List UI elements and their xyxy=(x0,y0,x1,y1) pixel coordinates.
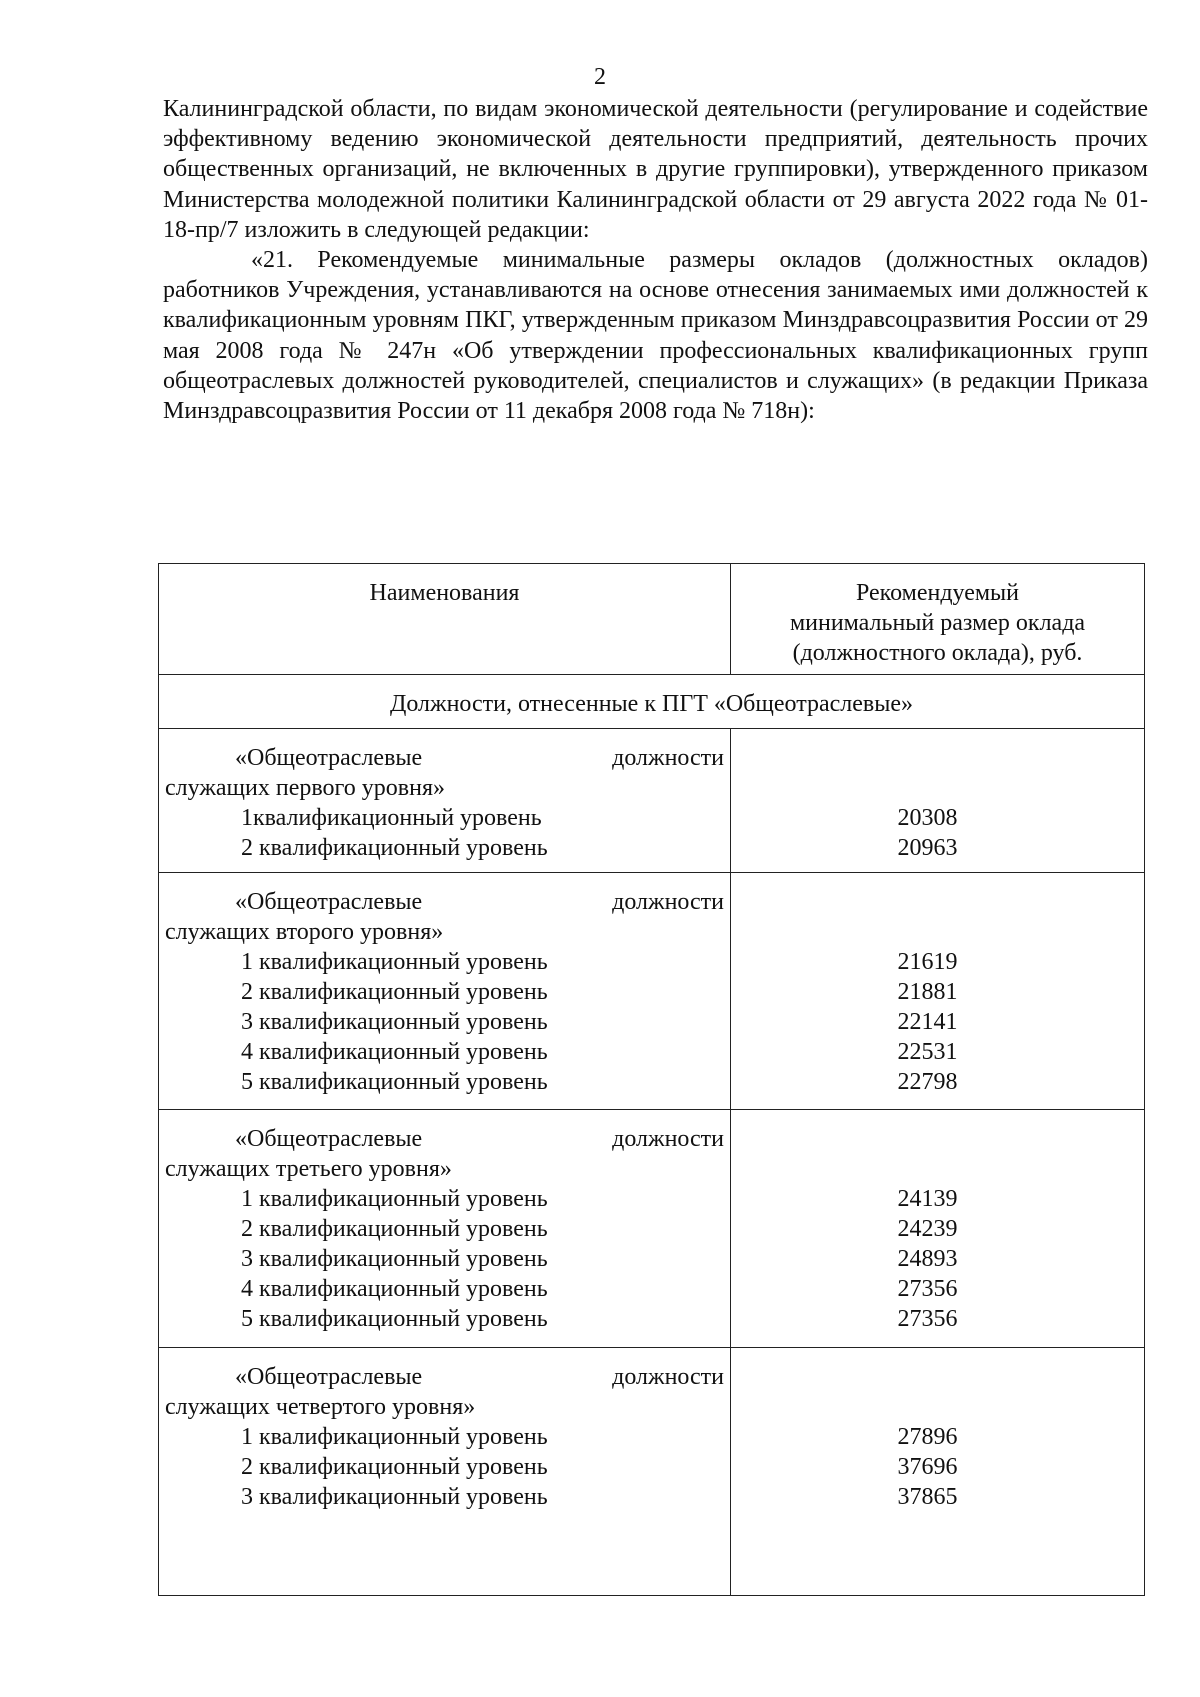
group-name-cell xyxy=(159,872,731,1110)
group-name-cell xyxy=(159,728,731,872)
group-row xyxy=(159,728,1145,872)
level-value: 24893 xyxy=(897,1246,958,1273)
header-name-text: Наименования xyxy=(369,580,520,606)
group-row xyxy=(159,872,1145,1110)
group-title-word: «Общеотраслевые xyxy=(235,1126,423,1153)
level-value: 20963 xyxy=(897,834,958,861)
level-label: 5 квалификационный уровень xyxy=(241,1068,548,1095)
group-title-word: «Общеотраслевые xyxy=(235,1364,423,1390)
level-label: 3 квалификационный уровень xyxy=(241,1246,548,1273)
level-value: 21619 xyxy=(897,948,958,975)
group-title-line2: служащих первого уровня» xyxy=(165,774,445,801)
document-body xyxy=(163,94,1148,426)
header-value-line: минимальный размер оклада xyxy=(789,610,1086,636)
group-name-cell xyxy=(159,1110,731,1348)
level-value: 37865 xyxy=(897,1484,958,1510)
level-label: 4 квалификационный уровень xyxy=(241,1276,548,1303)
level-value: 20308 xyxy=(897,804,958,831)
level-label: 1 квалификационный уровень xyxy=(241,1424,548,1450)
level-value: 27356 xyxy=(897,1306,958,1333)
level-value: 22531 xyxy=(897,1038,958,1065)
level-label: 2 квалификационный уровень xyxy=(241,978,548,1005)
level-value: 27356 xyxy=(897,1276,958,1303)
group-title-word: должности xyxy=(612,1364,724,1390)
group-name-cell xyxy=(159,1348,731,1596)
level-label: 1квалификационный уровень xyxy=(241,804,542,831)
group-title-line2: служащих четвертого уровня» xyxy=(165,1394,476,1420)
group-title-word: «Общеотраслевые xyxy=(235,888,423,915)
group-values-cell xyxy=(731,728,1145,872)
group-row xyxy=(159,1348,1145,1596)
level-value: 22141 xyxy=(897,1008,958,1035)
group-row xyxy=(159,1110,1145,1348)
level-value: 22798 xyxy=(897,1068,958,1095)
level-label: 1 квалификационный уровень xyxy=(241,948,548,975)
page-number: 2 xyxy=(594,64,606,90)
header-value-line: (должностного оклада), руб. xyxy=(792,640,1083,666)
level-label: 1 квалификационный уровень xyxy=(241,1186,548,1213)
level-label: 3 квалификационный уровень xyxy=(241,1008,548,1035)
level-value: 24139 xyxy=(897,1186,958,1213)
header-name-cell xyxy=(159,564,731,675)
section-title-cell xyxy=(159,675,1145,729)
group-title-line xyxy=(165,887,724,917)
group-values-cell xyxy=(731,1348,1145,1596)
header-value-line: Рекомендуемый xyxy=(855,580,1020,606)
level-value: 27896 xyxy=(897,1424,958,1450)
group-title-word: должности xyxy=(612,744,724,771)
salary-table xyxy=(158,563,1145,1596)
level-value: 21881 xyxy=(897,978,958,1005)
group-title-line xyxy=(165,743,724,773)
intro-paragraph: Калининградской области, по видам экономической деятельности (регулирование и содействие эффективному ведению экономической деятельности предприятий, деятельность прочих общественных организаций, не включенных в другие группировки), утвержденного приказом Министерства молодежной политики Калининградской области от 29 августа 2022 года № 01-18-пр/7 изложить в следующей редакции: xyxy=(163,96,1148,243)
group-title-line xyxy=(165,1362,724,1392)
header-value-cell xyxy=(731,564,1145,675)
group-title-line2: служащих второго уровня» xyxy=(165,918,444,945)
group-title-word: должности xyxy=(612,888,724,915)
table-header-row xyxy=(159,564,1145,675)
group-title-line xyxy=(165,1124,724,1154)
level-label: 4 квалификационный уровень xyxy=(241,1038,548,1065)
group-title-line2: служащих третьего уровня» xyxy=(165,1156,452,1183)
level-value: 37696 xyxy=(897,1454,958,1480)
level-label: 2 квалификационный уровень xyxy=(241,1216,548,1243)
level-value: 24239 xyxy=(897,1216,958,1243)
group-title-word: должности xyxy=(612,1126,724,1153)
level-label: 2 квалификационный уровень xyxy=(241,834,548,861)
group-title-word: «Общеотраслевые xyxy=(235,744,423,771)
level-label: 5 квалификационный уровень xyxy=(241,1306,548,1333)
clause-21-paragraph: «21. Рекомендуемые минимальные размеры окладов (должностных окладов) работников Учреждения, устанавливаются на основе отнесения занимаемых ими должностей к квалификационным уровням ПКГ, утвержденным приказом Минздравсоцразвития России от 29 мая 2008 года № 247н «Об утверждении профессиональных квалификационных групп общеотраслевых должностей руководителей, специалистов и служащих» (в редакции Приказа Минздравсоцразвития России от 11 декабря 2008 года № 718н): xyxy=(163,247,1148,425)
section-title: Должности, отнесенные к ПГТ «Общеотраслевые» xyxy=(389,691,914,718)
group-values-cell xyxy=(731,872,1145,1110)
level-label: 2 квалификационный уровень xyxy=(241,1454,548,1480)
level-label: 3 квалификационный уровень xyxy=(241,1484,548,1510)
group-values-cell xyxy=(731,1110,1145,1348)
section-row xyxy=(159,675,1145,729)
